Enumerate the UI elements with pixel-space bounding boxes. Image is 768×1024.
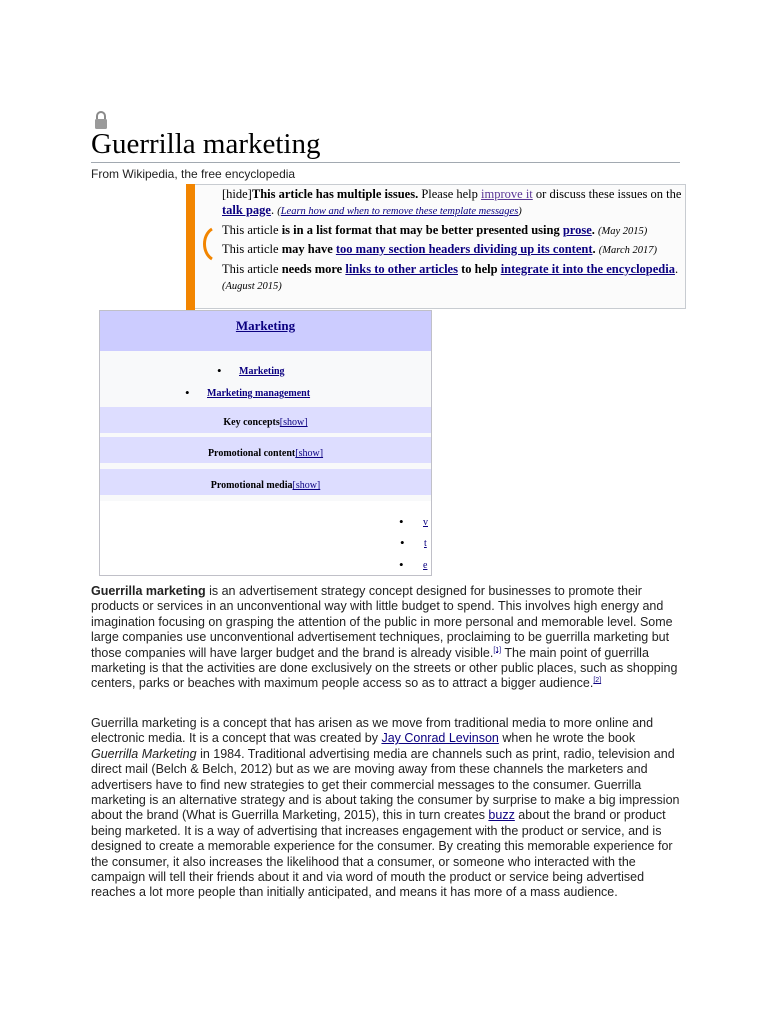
buzz-link[interactable]: buzz bbox=[488, 808, 515, 823]
ref-1-link[interactable]: [1] bbox=[493, 646, 502, 654]
integrate-link[interactable]: integrate it into the encyclopedia bbox=[500, 262, 675, 276]
paragraph-history: Guerrilla marketing is a concept that has arisen as we move from traditional media to more online and electronic media. It is a concept that was created by Jay Conrad Levinson when he wrote the book Guerrilla Marketing in 1984. Traditional advertising media are channels such as print, radio, television and direct mail (Belch & Belch, 2012) but as we are moving away from these channels the marketers and advertisers have to find new strategies to get their commercial messages to the consumer. Guerrilla marketing is an alternative strategy and is about taking the consumer by surprise to make a big impression about the brand (What is Guerrilla Marketing, 2015), this in turn creates buzz about the brand or product being marketed. It is a way of advertising that increases engagement with the product or service, and is designed to create a memorable experience for the consumer. By creating this memorable experience for the consumer, it also increases the likelihood that a consumer, or someone who interacted with the campaign will tell their friends about it and via word of mouth the product or service being advertised reaches a lot more people than initially anticipated, and means it has more of a mass audience. bbox=[91, 716, 680, 900]
issue2-date: (March 2017) bbox=[598, 245, 657, 256]
paragraph-intro: Guerrilla marketing is an advertisement strategy concept designed for businesses to promote their products or services in an unconventional way with little budget to spend. This involves high energy and imagination focusing on grasping the attention of the public in more personal and memorable level. Some large companies use unconventional advertisement techniques, proclaiming to be guerrilla marketing but those companies will have larger budget and the brand is already visible.[1] The main point of guerrilla marketing is that the activities are done exclusively on the streets or other public places, such as shopping centers, parks or beaches with maximum people access so as to attract a bigger audience.[2] bbox=[91, 584, 678, 691]
issues-lead: This article has multiple issues. bbox=[251, 187, 419, 201]
issues-box-accent-bar bbox=[186, 184, 195, 310]
issue1-date: (May 2015) bbox=[598, 226, 648, 237]
navbox-row-promotional-media-label: Promotional media[show] bbox=[210, 480, 321, 491]
view-template-link[interactable]: v bbox=[423, 517, 428, 528]
section-headers-link[interactable]: too many section headers dividing up its content bbox=[335, 242, 593, 256]
learn-remove-link[interactable]: Learn how and when to remove these template messages bbox=[280, 206, 519, 217]
improve-it-link[interactable]: improve it bbox=[481, 187, 533, 201]
issues-box-text bbox=[222, 186, 682, 295]
vte-item-talk: • t bbox=[400, 535, 427, 550]
title-divider bbox=[91, 162, 680, 163]
navbox-row-key-concepts-label: Key concepts[show] bbox=[223, 417, 308, 428]
links-other-articles-link[interactable]: links to other articles bbox=[345, 262, 458, 276]
prose-link[interactable]: prose bbox=[562, 223, 592, 237]
promotional-content-show[interactable]: [show] bbox=[295, 448, 324, 459]
marketing-navbox bbox=[99, 310, 432, 576]
issue-list-format: This article is in a list format that may be better presented using prose. (May 2015) bbox=[222, 223, 648, 237]
talk-template-link[interactable]: t bbox=[424, 538, 427, 549]
talk-page-link[interactable]: talk page bbox=[222, 203, 271, 217]
jay-conrad-levinson-link[interactable]: Jay Conrad Levinson bbox=[381, 731, 499, 746]
ref-2-link[interactable]: [2] bbox=[593, 677, 602, 685]
vte-item-edit: • e bbox=[399, 557, 428, 572]
lock-icon bbox=[93, 110, 109, 130]
book-title: Guerrilla Marketing bbox=[91, 746, 197, 761]
issue-needs-links: This article needs more links to other articles to help integrate it into the encyclopedia. (August 2015) bbox=[222, 262, 679, 292]
article-subject: Guerrilla marketing bbox=[91, 584, 206, 598]
navbox-row-promotional-content-label: Promotional content[show] bbox=[207, 448, 324, 459]
hide-toggle[interactable]: [hide] bbox=[222, 187, 252, 201]
issues-summary: [hide]This article has multiple issues. Please help improve it or discuss these issues on the talk page. (Learn how and when to remove these template messages) bbox=[222, 187, 682, 217]
navbox-item-marketing: • Marketing bbox=[217, 363, 285, 378]
navbox-footer bbox=[100, 501, 431, 575]
issue-section-headers: This article may have too many section headers dividing up its content. (March 2017) bbox=[222, 242, 657, 256]
issue3-date: (August 2015) bbox=[222, 281, 282, 292]
navbox-title bbox=[100, 318, 431, 334]
vte-item-view: • v bbox=[399, 514, 428, 529]
key-concepts-show[interactable]: [show] bbox=[279, 417, 308, 428]
marketing-link[interactable]: Marketing bbox=[239, 366, 285, 377]
navbox-title-link[interactable]: Marketing bbox=[235, 318, 296, 333]
marketing-management-link[interactable]: Marketing management bbox=[207, 388, 311, 399]
tagline: From Wikipedia, the free encyclopedia bbox=[91, 167, 296, 181]
list-issue-icon bbox=[200, 227, 214, 261]
edit-template-link[interactable]: e bbox=[423, 560, 428, 571]
page-title: Guerrilla marketing bbox=[91, 128, 321, 160]
promotional-media-show[interactable]: [show] bbox=[292, 480, 321, 491]
navbox-item-marketing-management: • Marketing management bbox=[185, 385, 311, 400]
